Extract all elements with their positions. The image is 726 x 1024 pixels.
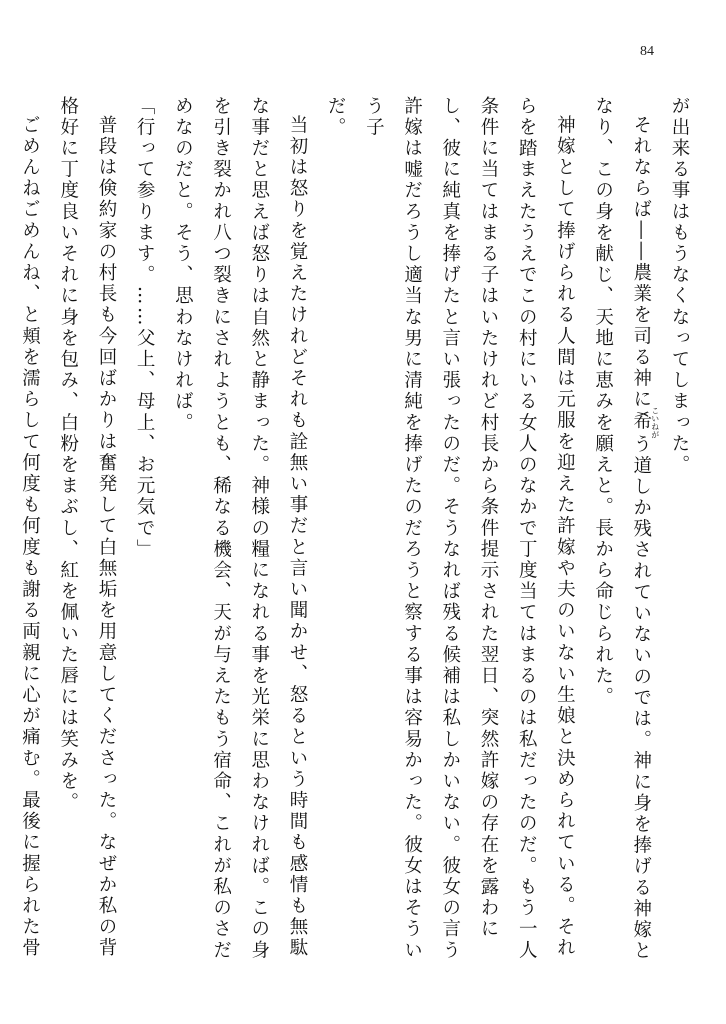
paragraph-3: 神嫁として捧げられる人間は元服を迎えた許嫁や夫のいない生娘と決められている。それらを踏まえたうえでこの村にいる女人のなかで丁度当てはまるのは私だったのだ。もう一人条件に当てはまる子はいたけれど村長から条件提示された翌日、突然許嫁の存在を露わにし、彼に純真を捧げたと言い張ったのだ。そうなれば残る候補は私しかいない。彼女の言う許嫁は嘘だろうし適当な男に清純を捧げたのだろうと察する事は容易かった。彼女はそういう子 [363, 96, 576, 962]
paragraph-1: が出来る事はもうなくなってしまった。 [669, 96, 690, 476]
ruby-koinega: 希 こいねが [630, 405, 660, 438]
page-number: 84 [640, 44, 654, 59]
paragraph-8: ごめんねごめんね、と頬を濡らして何度も何度も謝る両親に心が痛む。最後に握られた骨 [19, 114, 41, 959]
paragraph-5: 当初は怒りを覚えたけれどそれも詮無い事だと言い聞かせ、怒るという時間も感情も無駄な事だと思えば怒りは自然と静まった。神様の糧になれる事を光栄に思わなければ。この身を引き裂かれ八つ裂きにされようとも、稀なる機会、天が与えたもう宿命、これが私のさだめなのだと。そう、思わなければ。 [172, 96, 308, 962]
paragraph-2-text-after: う道しか残されていないのでは。神に身を捧げる神嫁となり、この身を献じ、天地に恵みを願えと。長から命じられた。 [592, 96, 652, 962]
paragraph-4: だ。 [325, 96, 347, 139]
body-text [19, 96, 698, 976]
paragraph-7: 普段は倹約家の村長も今回ばかりは奮発して白無垢を用意してくださった。なぜか私の背格好に丁度良いそれに身を包み、白粉をまぶし、紅を佩いた唇には笑みを。 [57, 96, 117, 959]
paragraph-2-text-before: それならば――農業を司る神に [630, 114, 652, 410]
paragraph-2 [583, 96, 659, 976]
paragraph-6: 「行って参ります。……父上、母上、お元気で」 [134, 96, 156, 561]
